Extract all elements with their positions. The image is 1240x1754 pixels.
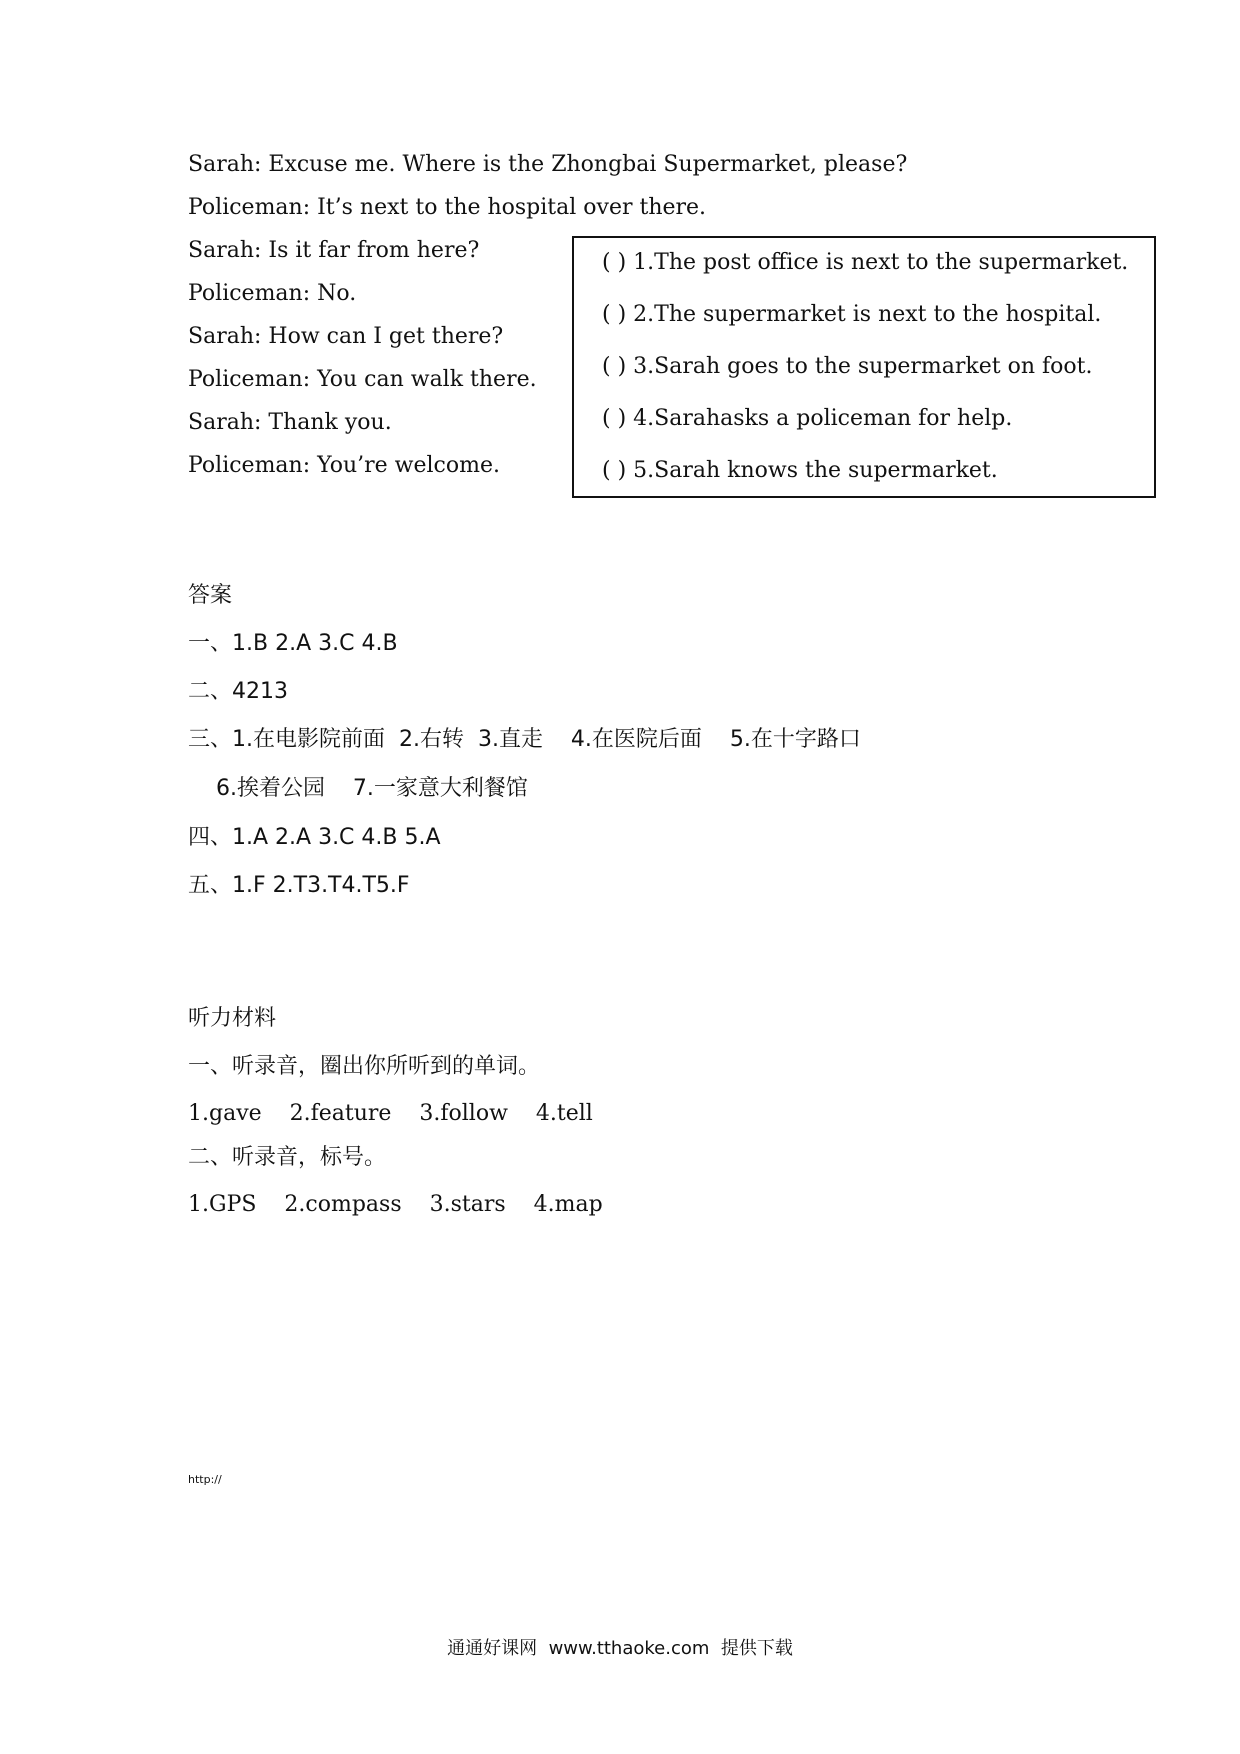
dialog-line: Sarah: Is it far from here?	[188, 238, 480, 263]
dialog-line: Sarah: Thank you.	[188, 410, 392, 435]
dialog-line: Policeman: You can walk there.	[188, 367, 537, 392]
listening-line: 二、听录音，标号。	[188, 1145, 387, 1170]
listening-line: 1.GPS 2.compass 3.stars 4.map	[188, 1192, 603, 1217]
true-false-item: ( ) 5.Sarah knows the supermarket.	[602, 458, 998, 483]
dialog-line: Policeman: No.	[188, 281, 357, 306]
true-false-box	[572, 236, 1156, 498]
dialog-line: Sarah: How can I get there?	[188, 324, 504, 349]
answer-line: 四、1.A 2.A 3.C 4.B 5.A	[188, 825, 441, 850]
answer-line: 三、1.在电影院前面 2.右转 3.直走 4.在医院后面 5.在十字路口	[188, 727, 861, 752]
listening-line: 一、听录音，圈出你所听到的单词。	[188, 1054, 541, 1079]
listening-heading: 听力材料	[188, 1006, 277, 1031]
true-false-item: ( ) 2.The supermarket is next to the hospital.	[602, 302, 1102, 327]
dialog-line: Policeman: It’s next to the hospital over there.	[188, 195, 707, 220]
true-false-item: ( ) 3.Sarah goes to the supermarket on foot.	[602, 354, 1093, 379]
true-false-item: ( ) 1.The post office is next to the supermarket.	[602, 250, 1129, 275]
answer-line: 6.挨着公园 7.一家意大利餐馆	[188, 776, 528, 801]
dialog-line: Sarah: Excuse me. Where is the Zhongbai Supermarket, please?	[188, 152, 908, 177]
true-false-item: ( ) 4.Sarahasks a policeman for help.	[602, 406, 1013, 431]
answer-line: 一、1.B 2.A 3.C 4.B	[188, 631, 398, 656]
listening-line: 1.gave 2.feature 3.follow 4.tell	[188, 1101, 593, 1126]
url-text: http://	[188, 1473, 222, 1486]
footer-text: 通通好课网 www.tthaoke.com 提供下载	[447, 1638, 793, 1659]
answers-heading: 答案	[188, 583, 233, 608]
answer-line: 五、1.F 2.T3.T4.T5.F	[188, 873, 410, 898]
dialog-line: Policeman: You’re welcome.	[188, 453, 500, 478]
answer-line: 二、4213	[188, 679, 288, 704]
